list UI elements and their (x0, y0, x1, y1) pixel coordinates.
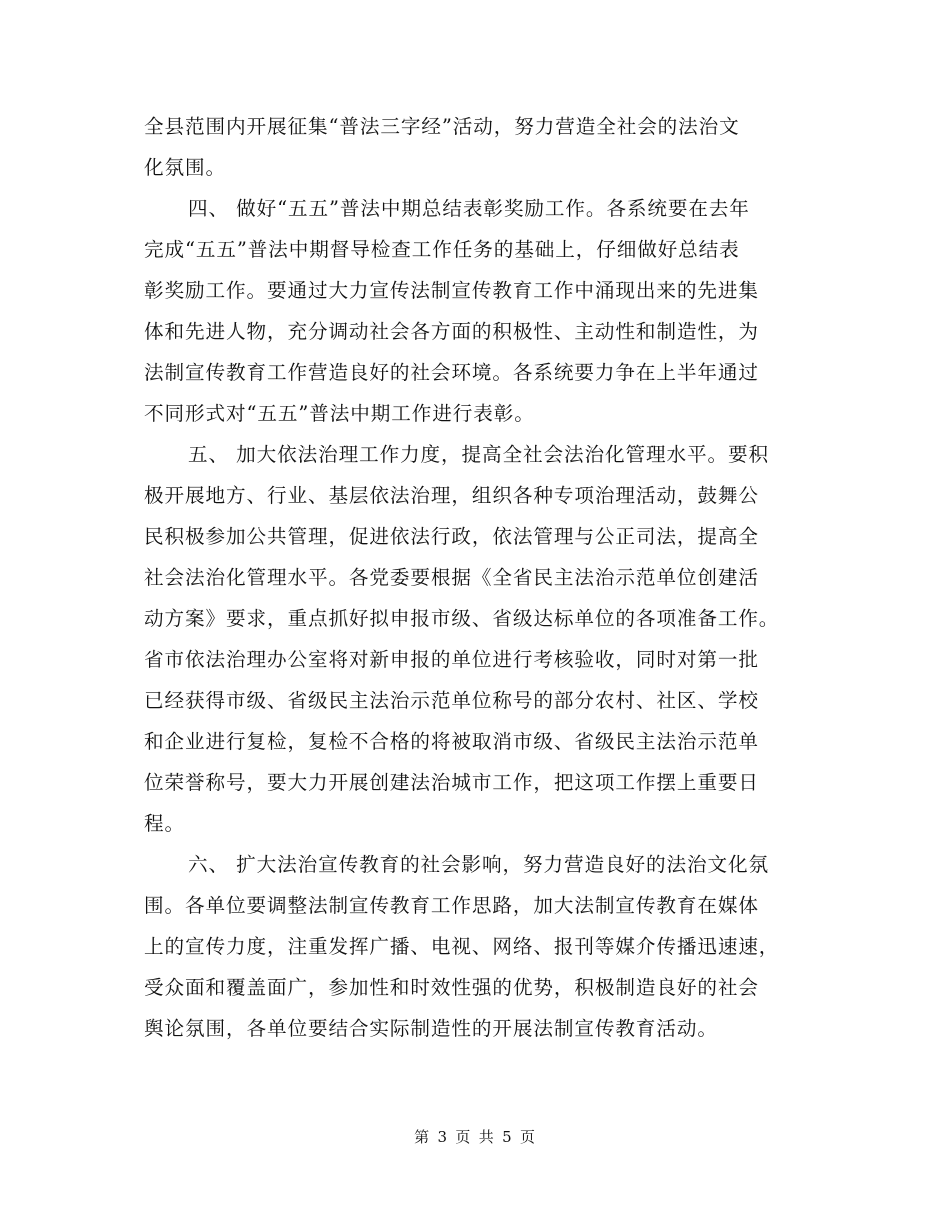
body-line: 民积极参加公共管理，促进依法行政，依法管理与公正司法，提高全 (144, 525, 759, 548)
body-line: 受众面和覆盖面广，参加性和时效性强的优势，积极制造良好的社会 (144, 976, 759, 999)
body-line: 和企业进行复检，复检不合格的将被取消市级、省级民主法治示范单 (144, 730, 759, 753)
body-line: 不同形式对“五五”普法中期工作进行表彰。 (144, 402, 535, 425)
body-line: 程。 (144, 812, 185, 835)
body-line: 彰奖励工作。要通过大力宣传法制宣传教育工作中涌现出来的先进集 (144, 279, 759, 302)
section-heading-line: 四、 做好“五五”普法中期总结表彰奖励工作。各系统要在去年 (188, 197, 750, 220)
body-line: 动方案》要求，重点抓好拟申报市级、省级达标单位的各项准备工作。 (144, 607, 780, 630)
body-line: 上的宣传力度，注重发挥广播、电视、网络、报刊等媒介传播迅速速， (144, 935, 780, 958)
body-line: 社会法治化管理水平。各党委要根据《全省民主法治示范单位创建活 (144, 566, 759, 589)
body-line: 化氛围。 (144, 156, 226, 179)
body-line: 全县范围内开展征集“普法三字经”活动，努力营造全社会的法治文 (144, 115, 740, 138)
page-number: 第 3 页 共 5 页 (414, 1128, 536, 1146)
section-heading-line: 六、 扩大法治宣传教育的社会影响，努力营造良好的法治文化氛 (188, 853, 769, 876)
body-line: 围。各单位要调整法制宣传教育工作思路，加大法制宣传教育在媒体 (144, 894, 759, 917)
body-line: 已经获得市级、省级民主法治示范单位称号的部分农村、社区、学校 (144, 689, 759, 712)
body-line: 体和先进人物，充分调动社会各方面的积极性、主动性和制造性，为 (144, 320, 759, 343)
document-body (144, 106, 808, 1049)
body-line: 完成“五五”普法中期督导检查工作任务的基础上，仔细做好总结表 (144, 238, 740, 261)
body-line: 位荣誉称号，要大力开展创建法治城市工作，把这项工作摆上重要日 (144, 771, 759, 794)
body-line: 舆论氛围，各单位要结合实际制造性的开展法制宣传教育活动。 (144, 1017, 718, 1040)
body-line: 法制宣传教育工作营造良好的社会环境。各系统要力争在上半年通过 (144, 361, 759, 384)
body-line: 省市依法治理办公室将对新申报的单位进行考核验收，同时对第一批 (144, 648, 759, 671)
section-heading-line: 五、 加大依法治理工作力度，提高全社会法治化管理水平。要积 (188, 443, 769, 466)
body-line: 极开展地方、行业、基层依法治理，组织各种专项治理活动，鼓舞公 (144, 484, 759, 507)
